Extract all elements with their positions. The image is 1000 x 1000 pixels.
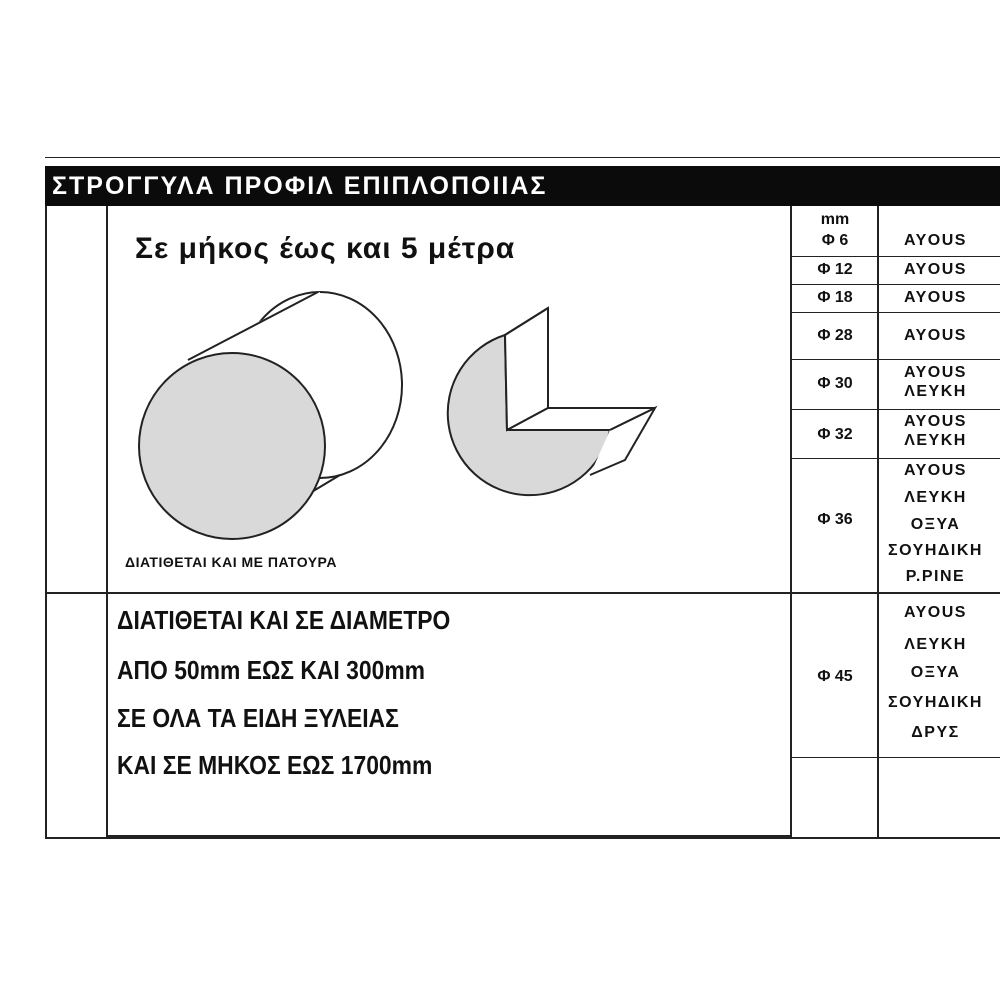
row-sep [790,312,1000,313]
diameter-cell: Φ 36 [817,511,853,528]
diameter-cell: Φ 45 [817,668,853,685]
page-title: ΣΤΡΟΓΓΥΛΑ ΠΡΟΦΙΛ ΕΠΙΠΛΟΠΟΙΙΑΣ [52,172,548,200]
wood-cell: ΛΕΥΚΗ [904,383,967,400]
diameter-cell: Φ 12 [817,261,853,278]
wood-cell: ΟΞΥΑ [910,516,961,533]
top-rule [45,157,1000,158]
round-rod-drawing [139,292,402,539]
wood-cell: AYOUS [904,604,967,621]
info-box-bottom [106,835,792,837]
wood-cell: AYOUS [904,232,967,249]
wood-cell: P.PINE [905,568,966,585]
wood-cell: AYOUS [904,261,967,278]
wood-cell: ΛΕΥΚΗ [904,489,967,506]
info-line: ΣΕ ΟΛΑ ΤΑ ΕΙΔΗ ΞΥΛΕΙΑΣ [117,703,399,733]
wood-cell: AYOUS [904,327,967,344]
wood-cell: ΟΞΥΑ [910,664,961,681]
row-sep [790,757,1000,758]
availability-caption: ΔΙΑΤΙΘΕΤΑΙ ΚΑΙ ΜΕ ΠΑΤΟΥΡΑ [125,554,337,570]
row-sep [790,409,1000,410]
quarter-round-drawing [448,308,655,495]
diameter-cell: Φ 6 [821,232,849,249]
diameter-cell: Φ 32 [817,426,853,443]
wood-cell: AYOUS [904,289,967,306]
row-sep [790,256,1000,257]
profile-illustration [120,290,680,550]
row-sep [790,458,1000,459]
info-line: ΑΠΟ 50mm ΕΩΣ ΚΑΙ 300mm [117,655,426,685]
grid-left-border [45,206,47,838]
diameter-cell: Φ 18 [817,289,853,306]
wood-cell: AYOUS [904,462,967,479]
wood-cell: ΔΡΥΣ [911,724,960,741]
length-headline: Σε μήκος έως και 5 μέτρα [135,232,516,265]
grid-bottom-border [45,837,1000,839]
wood-cell: ΛΕΥΚΗ [904,432,967,449]
unit-label: mm [820,211,850,228]
info-line: ΚΑΙ ΣΕ ΜΗΚΟΣ ΕΩΣ 1700mm [117,750,433,780]
info-line: ΔΙΑΤΙΘΕΤΑΙ ΚΑΙ ΣΕ ΔΙΑΜΕΤΡΟ [117,605,451,635]
wood-cell: AYOUS [904,413,967,430]
wood-cell: ΛΕΥΚΗ [904,636,967,653]
diameter-cell: Φ 28 [817,327,853,344]
grid-col-1 [106,206,108,838]
wood-cell: ΣΟΥΗΔΙΚΗ [888,542,983,559]
wood-cell: AYOUS [904,364,967,381]
row-sep [790,284,1000,285]
wood-cell: ΣΟΥΗΔΙΚΗ [888,694,983,711]
grid-row-split [45,592,1000,594]
row-sep [790,359,1000,360]
diameter-cell: Φ 30 [817,375,853,392]
